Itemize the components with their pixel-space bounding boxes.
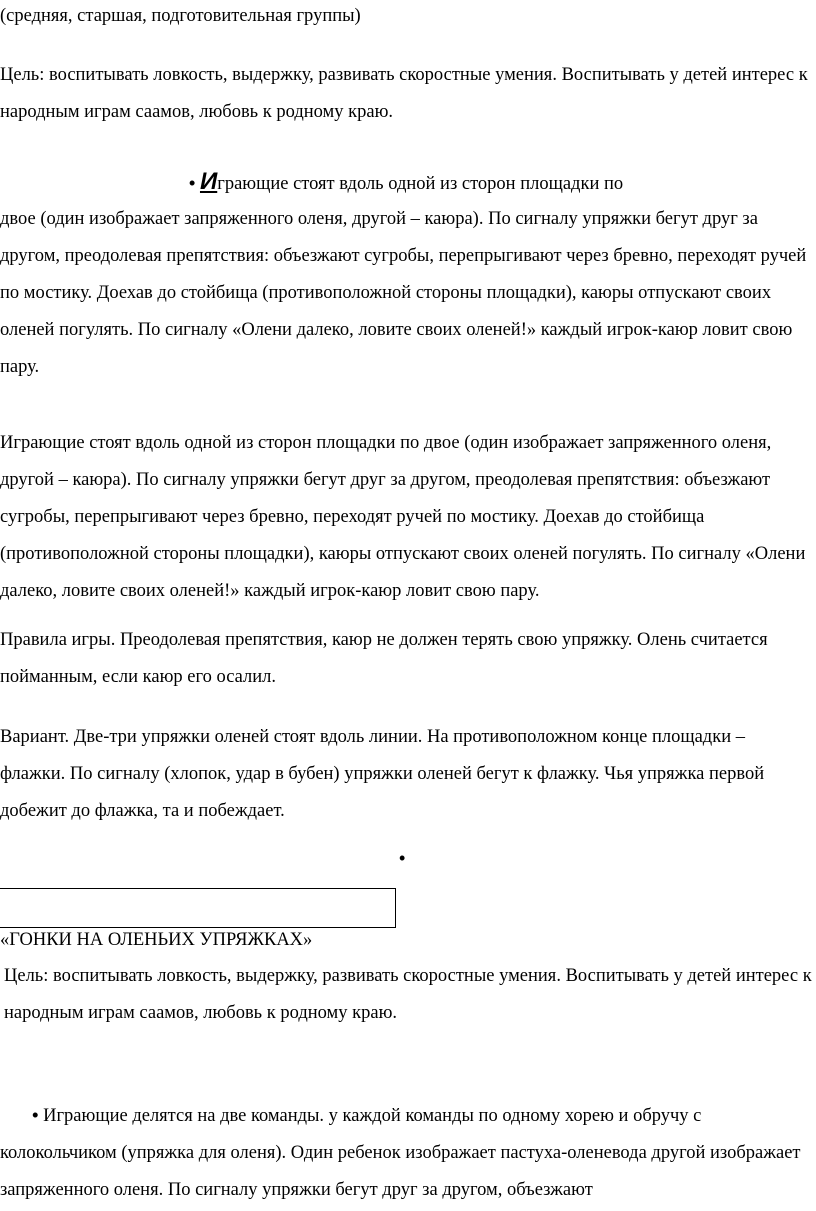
bullet-line-1-text: грающие стоят вдоль одной из сторон площадки по xyxy=(217,174,624,194)
goal-paragraph-1: Цель: воспитывать ловкость, выдержку, развивать скоростные умения. Воспитывать у детей интерес к народным играм саамов, любовь к родному краю. xyxy=(0,65,808,122)
rules-paragraph: Правила игры. Преодолевая препятствия, каюр не должен терять свою упряжку. Олень считается пойманным, если каюр его осалил. xyxy=(0,630,768,687)
bullet-paragraph-2 xyxy=(0,1096,812,1209)
bullet-2-text: Играющие делятся на две команды. у каждой команды по одному хорею и обручу с колокольчиком (упряжка для оленя). Один ребенок изображает пастуха-оленевода другой изображает запряженного оленя. По сигналу упряжки бегут друг за другом, объезжают xyxy=(0,1106,801,1200)
bullet-icon: • xyxy=(188,172,196,193)
drop-letter: И xyxy=(199,168,218,195)
bullet-icon: • xyxy=(399,848,406,868)
bullet-line-1 xyxy=(0,163,812,203)
variant-paragraph: Вариант. Две-три упряжки оленей стоят вдоль линии. На противоположном конце площадки – флажки. По сигналу (хлопок, удар в бубен) упряжки оленей бегут к флажку. Чья упряжка первой добежит до флажка, та и побеждает. xyxy=(0,727,765,821)
empty-text-box xyxy=(0,888,396,928)
age-groups-line: (средняя, старшая, подготовительная группы) xyxy=(0,6,361,26)
goal-paragraph-2: Цель: воспитывать ловкость, выдержку, развивать скоростные умения. Воспитывать у детей интерес к народным играм саамов, любовь к родному краю. xyxy=(4,966,812,1023)
repeat-paragraph: Играющие стоят вдоль одной из сторон площадки по двое (один изображает запряженного оленя, другой – каюра). По сигналу упряжки бегут друг за другом, преодолевая препятствия: объезжают сугробы, перепрыгивают через бревно, переходят ручей по мостику. Доехав до стойбища (противоположной стороны площадки), каюры отпускают своих оленей погулять. По сигналу «Олени далеко, ловите своих оленей!» каждый игрок-каюр ловит свою пару. xyxy=(0,433,806,601)
game-title: «ГОНКИ НА ОЛЕНЬИХ УПРЯЖКАХ» xyxy=(0,930,313,950)
bullet-1-continuation: двое (один изображает запряженного оленя, другой – каюра). По сигналу упряжки бегут друг за другом, преодолевая препятствия: объезжают сугробы, перепрыгивают через бревно, переходят ручей по мостику. Доехав до стойбища (противоположной стороны площадки), каюры отпускают своих оленей погулять. По сигналу «Олени далеко, ловите своих оленей!» каждый игрок-каюр ловит свою пару. xyxy=(0,209,807,377)
bullet-icon: • xyxy=(32,1104,39,1125)
